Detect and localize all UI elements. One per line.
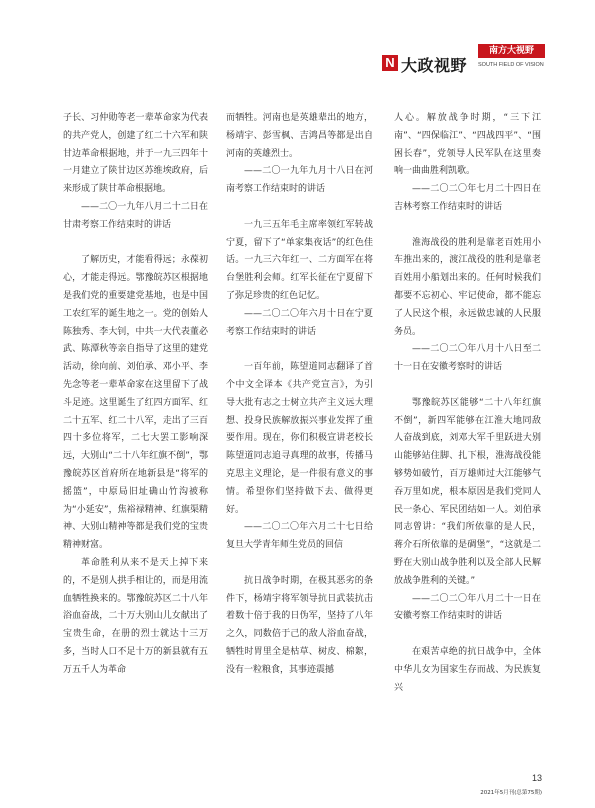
paragraph: 抗日战争时期，在极其恶劣的条件下，杨靖宇将军领导抗日武装抗击着数十倍于我的日伪军，坚持了八年之久，同数倍于己的敌人浴血奋战，牺牲时胃里全是枯草、树皮、棉絮，没有一粒粮食，其事迹震撼	[226, 575, 373, 675]
text-column-1	[63, 110, 208, 680]
source-citation: ——二〇二〇年八月二十一日在安徽考察工作结束时的讲话	[394, 593, 541, 622]
page-number: 13	[531, 773, 542, 783]
source-citation: ——二〇一九年九月十八日在河南考察工作结束时的讲话	[226, 166, 373, 195]
paragraph: 了解历史，才能看得远；永葆初心，才能走得远。鄂豫皖苏区根据地是我们党的重要建党基地，也是中国工农红军的诞生地之一。党的创始人陈独秀、李大钊，中共一大代表董必武、陈潭秋等亲自指导了这里的建党活动，徐向前、刘伯承、邓小平、李先念等老一辈革命家在这里留下了战斗足迹。这里诞生了红四方面军、红二十五军、红二十八军，走出了三百四十多位将军，二七大罢工影响深远，大别山“二十八年红旗不倒”，鄂豫皖苏区首府所在地新县是“将军的摇篮”，中原局旧址确山竹沟被称为“小延安”，焦裕禄精神、红旗渠精神、大别山精神等都是我们党的宝贵精神财富。	[63, 255, 208, 551]
text-column-3	[394, 110, 541, 697]
paragraph: 鄂豫皖苏区能够“二十八年红旗不倒”，新四军能够在江淮大地同敌人奋战到底，刘邓大军千里跃进大别山能够站住脚、扎下根，淮海战役能够势如破竹，百万雄师过大江能够气吞万里如虎，根本原因是我们党同人民一条心、军民团结如一人。刘伯承同志曾讲：“我们所依靠的是人民，蒋介石所依靠的是碉堡”，“这就是二野在大别山战争胜利以及全部人民解放战争胜利的关键。”	[394, 397, 541, 586]
column-subtitle: SOUTH FIELD OF VISION	[478, 62, 544, 68]
paragraph: 一百年前，陈望道同志翻译了首个中文全译本《共产党宣言》，为引导大批有志之士树立共产主义远大理想、投身民族解放振兴事业发挥了重要作用。现在，你们积极宣讲老校长陈望道同志追寻真理的故事，传播马克思主义理论，是一件很有意义的事情。希望你们坚持做下去、做得更好。	[226, 362, 373, 515]
source-citation: ——二〇一九年八月二十二日在甘肃考察工作结束时的讲话	[63, 201, 208, 230]
paragraph: 在艰苦卓绝的抗日战争中，全体中华儿女为国家生存而战、为民族复兴	[394, 646, 541, 693]
paragraph: 一九三五年毛主席率领红军转战宁夏，留下了“单家集夜话”的红色佳话。一九三六年红一、二方面军在将台堡胜利会师。红军长征在宁夏留下了弥足珍贵的红色记忆。	[226, 219, 373, 301]
section-title: 大政视野	[401, 56, 468, 75]
source-citation: ——二〇二〇年七月二十四日在吉林考察工作结束时的讲话	[394, 184, 541, 212]
paragraph: 子长、习仲勋等老一辈革命家为代表的共产党人，创建了红二十六军和陕甘边革命根据地，并于一九三四年十一月建立了陕甘边区苏维埃政府，后来形成了陕甘革命根据地。	[63, 113, 208, 195]
paragraph: 革命胜利从来不是天上掉下来的，不是别人拱手相让的，而是用流血牺牲换来的。鄂豫皖苏区二十八年浴血奋战，二十万大别山儿女献出了宝贵生命，在册的烈士就达十三万多，当时人口不足十万的新县就有五万五千人为革命	[63, 557, 208, 675]
paragraph: 而牺牲。河南也是英雄辈出的地方，杨靖宇、彭雪枫、吉鸿昌等都是出自河南的英雄烈士。	[226, 113, 373, 159]
source-citation: ——二〇二〇年六月十日在宁夏考察工作结束时的讲话	[226, 308, 373, 337]
paragraph: 人心。解放战争时期，“三下江南”、“四保临江”、“四战四平”、“围困长春”，党领导人民军队在这里奏响一曲曲胜利凯歌。	[394, 113, 541, 177]
text-column-2	[226, 110, 373, 680]
magazine-header	[382, 44, 562, 80]
source-citation: ——二〇二〇年六月二十七日给复旦大学青年师生党员的回信	[226, 522, 373, 551]
column-tag: 南方大视野	[478, 44, 545, 58]
paragraph: 淮海战役的胜利是靠老百姓用小车推出来的，渡江战役的胜利是靠老百姓用小船划出来的。任何时候我们都要不忘初心、牢记使命，都不能忘了人民这个根，永远做忠诚的人民服务员。	[394, 237, 541, 337]
magazine-logo-icon: N	[382, 55, 398, 71]
source-citation: ——二〇二〇年八月十八日至二十一日在安徽考察时的讲话	[394, 344, 541, 373]
issue-label: 2021年5月刊(总第75期)	[480, 790, 542, 796]
